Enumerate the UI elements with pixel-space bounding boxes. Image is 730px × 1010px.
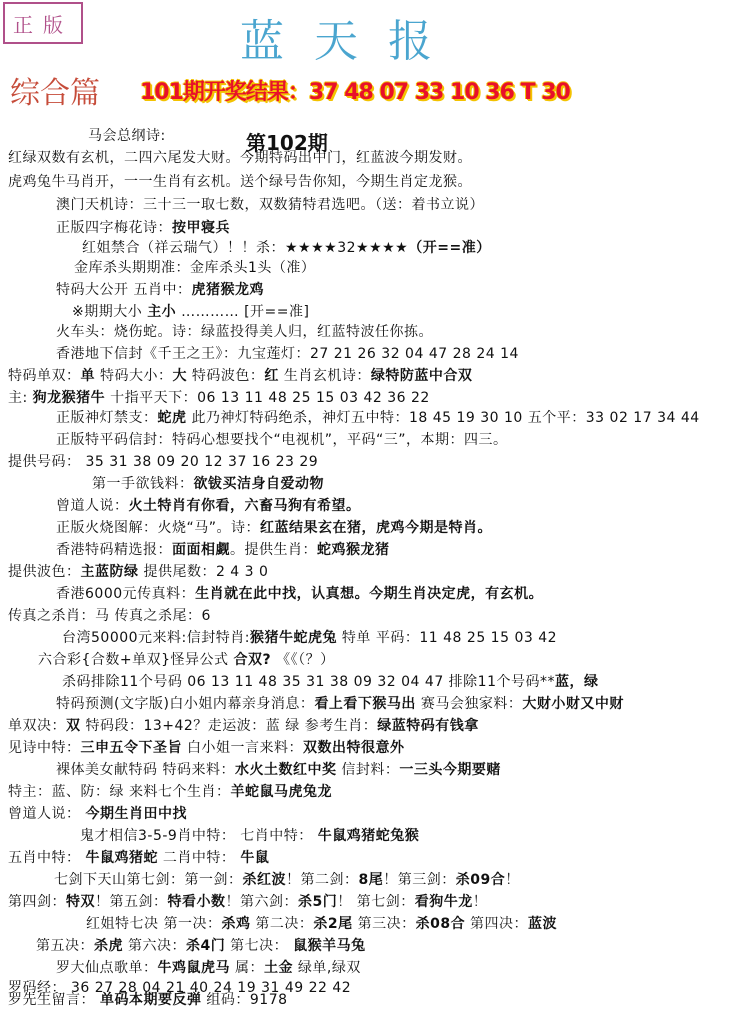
line-text: 正版特平码信封：特码心想要找个“电视机”，平码“三”，本期：四三。 [56, 432, 508, 448]
line-text: 特单 平码：11 48 25 15 03 42 [336, 630, 558, 646]
line-text: 第六决： [123, 938, 186, 954]
text-line [80, 826, 419, 846]
highlight-text: 蓝波 [528, 916, 558, 932]
highlight-text: 单码本期要反弹 [99, 992, 202, 1008]
highlight-text: 主蓝防绿 [80, 564, 139, 580]
text-line [56, 344, 519, 364]
highlight-text: 大 [172, 368, 187, 384]
page-title: 蓝天报 [240, 16, 462, 67]
line-text: ！第六剑： [225, 894, 298, 910]
line-text: ！第五剑： [95, 894, 168, 910]
highlight-text: 按甲寝兵 [172, 220, 230, 236]
line-text: 提供波色： [8, 564, 81, 580]
text-line [56, 584, 543, 604]
highlight-text: 特双 [66, 894, 95, 910]
line-text: 杀码排除11个号码 06 13 11 48 35 31 38 09 32 04 47 排除11个号码** [62, 674, 555, 690]
line-text: 生肖玄机诗： [278, 368, 371, 384]
highlight-text: 虎猪猴龙鸡 [191, 282, 264, 298]
line-text: 曾道人说： [56, 498, 129, 514]
line-text: 提供号码： 35 31 38 09 20 12 37 16 23 29 [8, 454, 319, 470]
line-text: 正版火烧图解：火烧“马”。诗： [56, 520, 261, 536]
line-text: 此乃神灯特码绝杀，神灯五中特：18 45 19 30 10 五个平：33 02 17 34 44 [186, 410, 700, 426]
line-text: 正版神灯禁支： [56, 410, 158, 426]
highlight-text: 杀4门 [185, 938, 226, 954]
line-text: 马会总纲诗: [88, 128, 166, 144]
highlight-text: 今期生肖田中找 [85, 806, 187, 822]
line-text: 第二决： [250, 916, 314, 932]
line-text: ！第三剑： [383, 872, 456, 888]
text-line [62, 628, 557, 648]
line-text: ！ [472, 894, 488, 910]
line-text: 。提供生肖： [230, 542, 317, 558]
text-line [56, 430, 508, 450]
text-line [38, 650, 335, 670]
line-text: 香港地下信封《千王之王》：九宝莲灯：27 21 26 32 04 47 28 24 14 [56, 346, 519, 362]
line-text: 鬼才相信3-5-9肖中特： 七肖中特： [80, 828, 318, 844]
line-text: 第三决： [352, 916, 416, 932]
highlight-text: 杀红波 [242, 872, 286, 888]
line-text: 红姐特七决 第一决： [86, 916, 222, 932]
text-line [8, 452, 318, 472]
line-text: 特码波色： [186, 368, 265, 384]
highlight-text: 猴猪牛蛇虎兔 [249, 630, 337, 646]
line-text: 七剑下天山第七剑：第一剑： [54, 872, 243, 888]
highlight-text: 杀08合 [415, 916, 466, 932]
line-text: 第五决： [36, 938, 94, 954]
highlight-text: 绿蓝特码有钱拿 [377, 718, 479, 734]
highlight-text: 主小 [147, 304, 177, 320]
highlight-text: 杀2尾 [313, 916, 353, 932]
text-line [92, 474, 324, 494]
line-text: 组码：9178 [201, 992, 288, 1008]
highlight-text: 一三头今期要赌 [399, 762, 501, 778]
text-line [56, 280, 264, 300]
line-text: ※期期大小 [72, 304, 148, 320]
highlight-text: 土金 [263, 960, 293, 976]
line-text: 虎鸡兔牛马肖开，一一生肖有玄机。送个绿号告你知，今期生肖定龙猴。 [8, 174, 472, 190]
text-line [8, 716, 479, 736]
highlight-text: 看上看下猴马出 [314, 696, 416, 712]
line-text: 特码大公开 五肖中： [56, 282, 192, 298]
line-text: 白小姐一言来料： [182, 740, 303, 756]
line-text: 六合彩{合数+单双}怪异公式 [38, 652, 234, 668]
line-text: 曾道人说： [8, 806, 86, 822]
text-line [56, 518, 492, 538]
line-text: 第一手欲钱料： [92, 476, 194, 492]
highlight-text: 合双? [233, 652, 272, 668]
highlight-text: 杀09合 [455, 872, 506, 888]
period-heading: 第102期 [246, 131, 328, 155]
text-line [82, 238, 491, 258]
highlight-text: 牛鼠 [240, 850, 270, 866]
text-line [8, 366, 472, 386]
line-text: 十指平天下：06 13 11 48 25 15 03 42 36 22 [105, 390, 430, 406]
line-text: 香港6000元传真料： [56, 586, 196, 602]
text-line [8, 782, 332, 802]
line-text: 特码段：13+42？走运波：蓝 绿 参考生肖： [80, 718, 378, 734]
line-text: 罗先生留言： [8, 992, 100, 1008]
line-text: 信封料： [336, 762, 400, 778]
line-text: 属： [230, 960, 264, 976]
line-text: 澳门天机诗：三十三一取七数，双数猜特君选吧。（送：着书立说） [56, 197, 484, 213]
highlight-text: 杀虎 [94, 938, 123, 954]
highlight-text: 蓝，绿 [555, 674, 599, 690]
line-text: 特码大小： [95, 368, 173, 384]
text-line [8, 738, 404, 758]
text-line [54, 870, 520, 890]
line-text: 第四剑： [8, 894, 66, 910]
text-line [86, 914, 557, 934]
text-line [56, 540, 390, 560]
line-text: 传真之杀肖：马 传真之杀尾：6 [8, 608, 211, 624]
text-line [72, 302, 309, 322]
text-line [56, 958, 361, 978]
text-line [56, 496, 361, 516]
line-text: 火车头：烧伤蛇。诗：绿蓝投得美人归，红蓝特波任你拣。 [56, 324, 433, 340]
text-line [88, 126, 166, 146]
text-line [8, 892, 487, 912]
line-text: 罗大仙点歌单： [56, 960, 158, 976]
line-text: ！第二剑： [286, 872, 359, 888]
text-line [8, 388, 430, 408]
highlight-text: 大财小财又中财 [522, 696, 624, 712]
highlight-text: 牛鸡鼠虎马 [157, 960, 230, 976]
text-line [74, 258, 315, 278]
highlight-text: 水火土数红中奖 [234, 762, 337, 778]
highlight-text: 火土特肖有你看，六畜马狗有希望。 [128, 498, 361, 514]
text-line [56, 694, 624, 714]
line-text: 金库杀头期期准：金库杀头1头（准） [74, 260, 316, 276]
line-text: 二肖中特： [157, 850, 241, 866]
highlight-text: 双数出特很意外 [302, 740, 405, 756]
line-text: 绿单,绿双 [292, 960, 361, 976]
highlight-text: 生肖就在此中找，认真想。今期生肖决定虎，有玄机。 [195, 586, 544, 602]
text-line [56, 322, 433, 342]
highlight-text: 杀鸡 [221, 916, 251, 932]
line-text: 单双决： [8, 718, 66, 734]
text-line [62, 672, 599, 692]
highlight-text: 蛇鸡猴龙猪 [317, 542, 390, 558]
line-text: 特主：蓝、防：绿 来料七个生肖： [8, 784, 231, 800]
text-line [36, 936, 366, 956]
text-line [56, 760, 501, 780]
draw-result-banner: 101期开奖结果：37 48 07 33 10 36 T 30 [140, 80, 570, 105]
line-text: 正版四字梅花诗： [56, 220, 172, 236]
line-text: 提供尾数：2 4 3 0 [138, 564, 269, 580]
highlight-text: 8尾 [358, 872, 384, 888]
highlight-text: 杀5门 [298, 894, 338, 910]
highlight-text: （开==准） [408, 240, 491, 256]
line-text: 《《（？） [271, 652, 335, 668]
text-line [8, 848, 269, 868]
line-text: 台湾50000元来料:信封特肖: [62, 630, 250, 646]
text-line [8, 990, 288, 1010]
highlight-text: 看狗牛龙 [414, 894, 473, 910]
highlight-text: 面面相觑 [172, 542, 230, 558]
highlight-text: 羊蛇鼠马虎兔龙 [230, 784, 332, 800]
text-line [56, 408, 700, 428]
highlight-text: 绿特防蓝中合双 [370, 368, 473, 384]
highlight-text: 鼠猴羊马兔 [293, 938, 366, 954]
text-line [8, 148, 472, 168]
highlight-text: 特看小数 [167, 894, 226, 910]
line-text: ！ 第七剑： [337, 894, 415, 910]
line-text: 见诗中特： [8, 740, 81, 756]
line-text: 特码预测(文字版)白小姐内幕亲身消息： [56, 696, 315, 712]
text-line [8, 562, 268, 582]
highlight-text: 三申五令下圣旨 [80, 740, 182, 756]
highlight-text: 欲钹买洁身自爱动物 [193, 476, 324, 492]
line-text: 红姐禁合（祥云瑞气）！！杀：★★★★32★★★★ [82, 240, 409, 256]
line-text: 第七决： [225, 938, 294, 954]
line-text: ………… [开==准] [176, 304, 310, 320]
highlight-text: 牛鼠鸡猪蛇兔猴 [317, 828, 420, 844]
line-text: ！ [505, 872, 520, 888]
highlight-text: 牛鼠鸡猪蛇 [85, 850, 158, 866]
text-line [56, 195, 484, 215]
highlight-text: 狗龙猴猪牛 [32, 390, 106, 406]
line-text: 赛马会独家料： [415, 696, 523, 712]
highlight-text: 双 [66, 718, 81, 734]
highlight-text: 红 [264, 368, 279, 384]
line-text: 特码单双： [8, 368, 81, 384]
genuine-badge: 正版 [3, 2, 83, 44]
text-line [8, 606, 211, 626]
highlight-text: 蛇虎 [157, 410, 187, 426]
highlight-text: 单 [80, 368, 95, 384]
line-text: 五肖中特： [8, 850, 86, 866]
line-text: 罗码经： 36 27 28 04 21 40 24 19 31 49 22 42 [8, 980, 352, 996]
line-text: 第四决： [465, 916, 529, 932]
line-text: 红绿双数有玄机，二四六尾发大财。今期特码出中门，红蓝波今期发财。 [8, 150, 472, 166]
text-line [56, 218, 230, 238]
line-text: 香港特码精选报： [56, 542, 172, 558]
highlight-text: 红蓝结果玄在猪，虎鸡今期是特肖。 [260, 520, 493, 536]
text-line [8, 172, 472, 192]
line-text: 裸体美女献特码 特码来料： [56, 762, 235, 778]
section-label: 综合篇 [10, 76, 100, 111]
text-line [8, 804, 187, 824]
line-text: 主: [8, 390, 33, 406]
